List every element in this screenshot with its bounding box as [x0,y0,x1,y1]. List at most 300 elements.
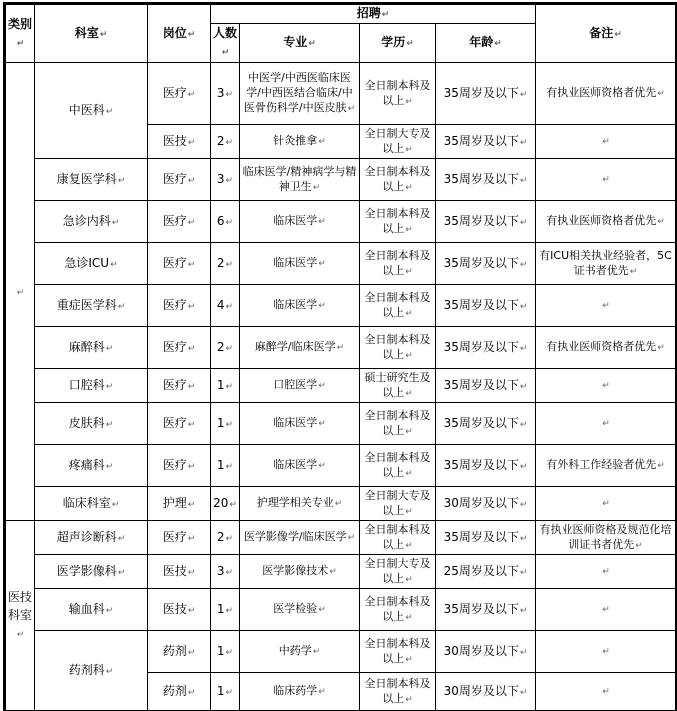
count-value: 2 [216,133,225,148]
count-cell [211,521,240,555]
age-value: 35周岁及以下 [443,339,519,354]
remark-value: 有执业医师资格者优先 [546,340,657,353]
age-value: 30周岁及以下 [443,495,519,510]
cell-mark: ↵ [187,605,196,616]
cell-mark: ↵ [334,499,343,509]
cell-mark: ↵ [318,605,326,615]
cell-mark: ↵ [105,106,114,117]
cell-mark: ↵ [519,89,528,100]
table-row [5,327,677,369]
department-cell [35,63,148,159]
cell-mark: ↵ [187,343,196,354]
education-cell [360,631,436,673]
cell-mark: ↵ [318,687,326,697]
major-cell [240,201,360,243]
department-name: 药剂科 [68,662,105,677]
cell-mark: ↵ [105,461,114,472]
cell-mark: ↵ [405,308,413,319]
cell-mark: ↵ [329,567,337,577]
count-value: 1 [216,415,225,430]
cell-mark: ↵ [225,137,234,148]
cell-mark: ↵ [318,217,326,227]
cell-mark: ↵ [225,567,234,578]
count-value: 2 [216,529,225,544]
age-value: 35周岁及以下 [443,297,519,312]
department-name: 疼痛科 [68,457,105,472]
cell-mark: ↵ [225,533,234,544]
age-value: 35周岁及以下 [443,377,519,392]
remark-cell [536,327,677,369]
count-cell [211,201,240,243]
cell-mark: ↵ [187,647,196,658]
count-value: 2 [216,255,225,270]
cell-mark: ↵ [105,381,114,392]
remark-cell [536,555,677,589]
category-cell [5,63,35,521]
department-name: 急诊内科 [62,213,111,228]
major-value: 中药学 [278,644,312,657]
age-cell [436,243,536,285]
count-value: 1 [216,601,225,616]
cell-mark: ↵ [111,217,120,228]
cell-mark: ↵ [336,343,345,353]
department-name: 医学影像科 [56,563,117,578]
cell-mark: ↵ [405,426,413,437]
cell-mark: ↵ [105,343,114,354]
major-cell [240,631,360,673]
age-cell [436,369,536,403]
education-cell [360,487,436,521]
cell-mark: ↵ [519,343,528,354]
cell-mark: ↵ [318,137,326,147]
header-position: 岗位↵ [148,4,211,63]
education-cell [360,555,436,589]
header-category: 类别↵ [5,4,35,63]
age-cell [436,403,536,445]
cell-mark: ↵ [187,259,196,270]
cell-mark: ↵ [405,144,413,155]
position-name: 医技 [162,133,187,148]
department-name: 康复医学科 [56,171,117,186]
cell-mark: ↵ [519,605,528,616]
major-cell [240,445,360,487]
cell-mark: ↵ [117,301,126,312]
cell-mark: ↵ [519,647,528,658]
position-name: 护理 [162,495,187,510]
education-value: 全日制本科及以上 [364,248,431,277]
position-name: 医疗 [162,339,187,354]
cell-mark: ↵ [187,419,196,430]
major-cell [240,589,360,631]
table-body [5,63,677,711]
count-cell [211,327,240,369]
major-cell [240,673,360,711]
cell-mark: ↵ [225,605,234,616]
education-value: 全日制本科及以上 [364,450,431,479]
age-value: 35周岁及以下 [443,213,519,228]
education-value: 全日制大专及以上 [364,556,431,585]
position-name: 医技 [162,563,187,578]
table-row [5,63,677,125]
position-name: 药剂 [162,643,187,658]
table-row [5,631,677,673]
cell-mark: ↵ [187,301,196,312]
education-value: 全日制本科及以上 [364,78,431,107]
position-cell [148,243,211,285]
remark-value: 有执业医师资格及规范化培训证书者优先 [539,522,672,551]
count-cell [211,125,240,159]
table-row [5,369,677,403]
education-value: 全日制大专及以上 [364,126,431,155]
cell-mark: ↵ [187,381,196,392]
cell-mark: ↵ [405,468,413,479]
education-value: 全日制本科及以上 [364,594,431,623]
count-value: 2 [216,339,225,354]
cell-mark: ↵ [225,647,234,658]
age-cell [436,521,536,555]
major-value: 临床医学 [273,416,318,429]
education-cell [360,159,436,201]
cell-mark: ↵ [405,182,413,193]
count-value: 3 [216,171,225,186]
major-value: 临床医学 [273,256,318,269]
education-value: 全日制本科及以上 [364,206,431,235]
count-cell [211,589,240,631]
cell-mark: ↵ [519,301,528,312]
department-cell [35,555,148,589]
count-cell [211,555,240,589]
major-value: 中医学/中西医临床医学/中西医结合临床/中医骨伤科学/中医皮肤 [243,71,353,114]
education-cell [360,673,436,711]
cell-mark: ↵ [318,461,326,471]
cell-mark: ↵ [187,137,196,148]
cell-mark: ↵ [111,499,120,510]
education-value: 硕士研究生及以上 [364,370,431,399]
cell-mark: ↵ [602,605,610,615]
department-cell [35,243,148,285]
position-cell [148,555,211,589]
department-cell [35,285,148,327]
category-mark: ↵ [16,629,25,640]
cell-mark: ↵ [312,647,321,657]
age-value: 25周岁及以下 [443,563,519,578]
position-cell [148,403,211,445]
age-value: 35周岁及以下 [443,415,519,430]
education-value: 全日制本科及以上 [364,636,431,665]
cell-mark: ↵ [602,687,610,697]
table-row [5,285,677,327]
cell-mark: ↵ [405,612,413,623]
cell-mark: ↵ [225,343,234,354]
department-name: 急诊ICU [64,255,110,270]
education-value: 全日制本科及以上 [364,676,431,705]
header-remark: 备注↵ [536,4,677,63]
department-cell [35,369,148,403]
cell-mark: ↵ [225,687,234,698]
age-value: 30周岁及以下 [443,683,519,698]
education-value: 全日制本科及以上 [364,408,431,437]
position-cell [148,327,211,369]
major-cell [240,403,360,445]
remark-cell [536,125,677,159]
position-cell [148,159,211,201]
remark-cell [536,285,677,327]
education-cell [360,589,436,631]
header-department: 科室↵ [35,4,148,63]
age-cell [436,201,536,243]
department-cell [35,589,148,631]
cell-mark: ↵ [657,89,665,99]
major-value: 麻醉学/临床医学 [254,340,336,353]
cell-mark: ↵ [187,687,196,698]
department-name: 超声诊断科 [56,529,117,544]
position-name: 医疗 [162,213,187,228]
remark-cell [536,63,677,125]
age-cell [436,631,536,673]
cell-mark: ↵ [602,301,610,311]
remark-value: 有执业医师资格者优先 [546,214,657,227]
cell-mark: ↵ [657,217,665,227]
age-value: 35周岁及以下 [443,529,519,544]
cell-mark: ↵ [105,666,114,677]
major-cell [240,243,360,285]
position-name: 医疗 [162,415,187,430]
major-value: 针灸推拿 [273,134,318,147]
count-cell [211,403,240,445]
cell-mark: ↵ [405,506,413,517]
department-cell [35,403,148,445]
cell-mark: ↵ [602,381,610,391]
education-cell [360,327,436,369]
table-row [5,521,677,555]
major-value: 临床医学 [273,298,318,311]
department-cell [35,487,148,521]
cell-mark: ↵ [225,461,234,472]
major-value: 临床医学/精神病学与精神卫生 [242,164,357,193]
position-name: 医疗 [162,85,187,100]
department-name: 麻醉科 [68,339,105,354]
cell-mark: ↵ [318,381,326,391]
remark-cell [536,589,677,631]
cell-mark: ↵ [602,647,610,657]
remark-cell [536,631,677,673]
age-value: 35周岁及以下 [443,85,519,100]
recruitment-table [3,2,677,711]
age-cell [436,673,536,711]
position-name: 医疗 [162,529,187,544]
remark-value: 有外科工作经验者优先 [546,458,657,471]
cell-mark: ↵ [519,533,528,544]
remark-cell [536,369,677,403]
table-row [5,487,677,521]
cell-mark: ↵ [629,266,638,277]
department-name: 输血科 [68,601,105,616]
department-cell [35,521,148,555]
department-name: 重症医学科 [56,297,117,312]
count-cell [211,631,240,673]
position-name: 医疗 [162,457,187,472]
cell-mark: ↵ [347,104,356,114]
cell-mark: ↵ [519,137,528,148]
table-row [5,201,677,243]
age-value: 35周岁及以下 [443,171,519,186]
cell-mark: ↵ [519,381,528,392]
cell-mark: ↵ [519,217,528,228]
count-cell [211,159,240,201]
department-cell [35,159,148,201]
table-row [5,243,677,285]
count-value: 1 [216,377,225,392]
cell-mark: ↵ [225,259,234,270]
education-value: 全日制本科及以上 [364,332,431,361]
remark-cell [536,521,677,555]
cell-mark: ↵ [187,89,196,100]
cell-mark: ↵ [187,567,196,578]
education-value: 全日制本科及以上 [364,164,431,193]
age-cell [436,487,536,521]
age-cell [436,159,536,201]
department-name: 皮肤科 [68,415,105,430]
education-cell [360,125,436,159]
cell-mark: ↵ [405,350,413,361]
department-cell [35,445,148,487]
position-cell [148,631,211,673]
cell-mark: ↵ [318,419,326,429]
education-cell [360,63,436,125]
age-value: 35周岁及以下 [443,457,519,472]
cell-mark: ↵ [405,574,413,585]
cell-mark: ↵ [519,175,528,186]
position-name: 医技 [162,601,187,616]
position-cell [148,63,211,125]
position-cell [148,125,211,159]
cell-mark: ↵ [602,137,610,147]
cell-mark: ↵ [110,259,118,270]
position-cell [148,285,211,327]
count-value: 6 [216,213,225,228]
position-cell [148,369,211,403]
header-education: 学历↵ [360,24,436,63]
cell-mark: ↵ [229,499,237,510]
cell-mark: ↵ [105,419,114,430]
cell-mark: ↵ [602,499,610,509]
cell-mark: ↵ [519,567,528,578]
remark-cell [536,673,677,711]
remark-cell [536,243,677,285]
education-cell [360,369,436,403]
major-value: 临床医学 [273,214,318,227]
position-cell [148,445,211,487]
cell-mark: ↵ [405,654,413,665]
position-name: 医疗 [162,377,187,392]
cell-mark: ↵ [117,175,126,186]
age-value: 30周岁及以下 [443,643,519,658]
cell-mark: ↵ [225,175,234,186]
cell-mark: ↵ [405,266,413,277]
cell-mark: ↵ [405,540,413,551]
cell-mark: ↵ [187,461,196,472]
position-cell [148,521,211,555]
count-cell [211,673,240,711]
age-value: 35周岁及以下 [443,133,519,148]
cell-mark: ↵ [519,259,528,270]
cell-mark: ↵ [519,419,528,430]
count-cell [211,243,240,285]
cell-mark: ↵ [187,499,196,510]
major-cell [240,327,360,369]
count-value: 3 [216,85,225,100]
cell-mark: ↵ [519,461,528,472]
major-value: 医学影像学/临床医学 [243,530,347,543]
position-name: 医疗 [162,297,187,312]
department-name: 中医科 [68,102,105,117]
position-name: 药剂 [162,683,187,698]
count-cell [211,445,240,487]
count-value: 1 [216,683,225,698]
position-name: 医疗 [162,255,187,270]
header-age: 年龄↵ [436,24,536,63]
cell-mark: ↵ [347,533,356,543]
education-cell [360,403,436,445]
age-cell [436,285,536,327]
position-name: 医疗 [162,171,187,186]
major-cell [240,125,360,159]
education-cell [360,445,436,487]
header-major: 专业↵ [240,24,360,63]
age-value: 35周岁及以下 [443,255,519,270]
cell-mark: ↵ [635,540,643,551]
department-name: 口腔科 [68,377,105,392]
position-cell [148,487,211,521]
cell-mark: ↵ [187,533,196,544]
cell-mark: ↵ [312,182,321,193]
education-value: 全日制本科及以上 [364,290,431,319]
cell-mark: ↵ [405,694,413,705]
education-cell [360,201,436,243]
remark-cell [536,403,677,445]
remark-cell [536,445,677,487]
count-value: 3 [216,563,225,578]
cell-mark: ↵ [519,499,528,510]
education-cell [360,243,436,285]
cell-mark: ↵ [657,343,665,353]
education-value: 全日制大专及以上 [364,488,431,517]
major-cell [240,555,360,589]
major-value: 护理学相关专业 [256,496,334,509]
position-cell [148,201,211,243]
department-cell [35,201,148,243]
major-cell [240,159,360,201]
major-cell [240,487,360,521]
cell-mark: ↵ [602,175,610,185]
cell-mark: ↵ [105,605,114,616]
cell-mark: ↵ [187,217,196,228]
count-value: 20 [213,495,229,510]
category-cell [5,521,35,711]
remark-cell [536,487,677,521]
age-value: 35周岁及以下 [443,601,519,616]
count-cell [211,369,240,403]
remark-cell [536,201,677,243]
cell-mark: ↵ [225,381,234,392]
table-row [5,589,677,631]
cell-mark: ↵ [187,175,196,186]
cell-mark: ↵ [318,301,326,311]
education-cell [360,285,436,327]
education-cell [360,521,436,555]
cell-mark: ↵ [225,89,234,100]
major-cell [240,63,360,125]
